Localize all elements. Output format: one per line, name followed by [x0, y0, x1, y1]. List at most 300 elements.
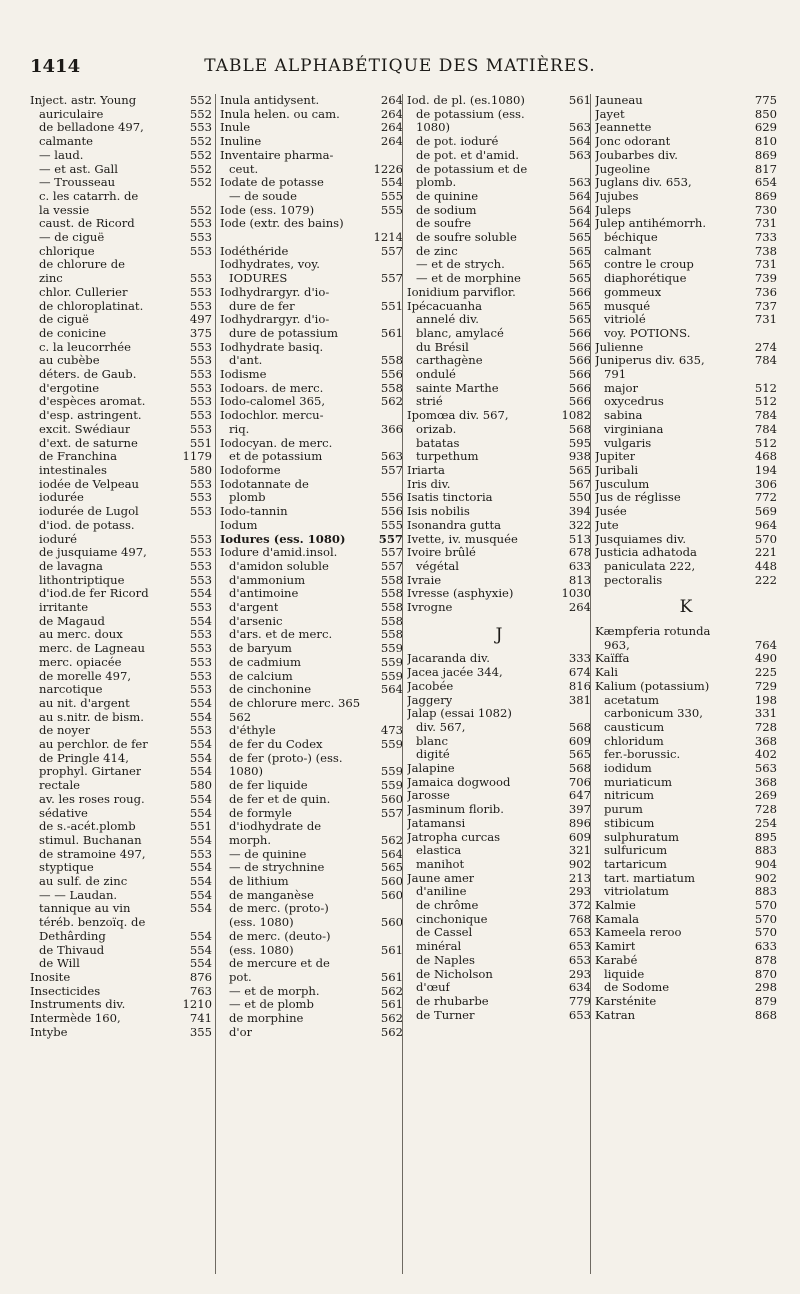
- entry-term: contre le croup: [604, 258, 694, 272]
- entry-page-ref: 552: [189, 135, 212, 149]
- index-entry: [407, 913, 591, 927]
- entry-page-ref: 553: [189, 532, 212, 546]
- entry-page-ref: 554: [189, 957, 212, 971]
- entry-page-ref: 869: [754, 189, 777, 203]
- entry-page-ref: 558: [380, 381, 403, 395]
- entry-page-ref: 556: [380, 368, 403, 382]
- entry-page-ref: [210, 258, 212, 272]
- entry-page-ref: 566: [568, 285, 591, 299]
- entry-page-ref: 552: [189, 107, 212, 121]
- index-entry: [595, 176, 777, 190]
- index-entry: [220, 697, 403, 711]
- index-column-4: [590, 94, 777, 1274]
- index-entry: [595, 341, 777, 355]
- entry-term: Insecticides: [30, 984, 101, 998]
- entry-term: styptique: [39, 861, 94, 875]
- entry-term: de noyer: [39, 724, 91, 738]
- entry-page-ref: 564: [568, 203, 591, 217]
- index-entry: [595, 491, 777, 505]
- entry-term: Jayet: [595, 107, 625, 121]
- entry-page-ref: 553: [189, 409, 212, 423]
- entry-page-ref: 850: [754, 107, 777, 121]
- entry-page-ref: 737: [754, 299, 777, 313]
- entry-page-ref: 553: [189, 354, 212, 368]
- index-entry: [407, 217, 591, 231]
- entry-term: béchique: [604, 231, 658, 245]
- entry-page-ref: 570: [754, 912, 777, 926]
- entry-term: — de soude: [229, 189, 297, 203]
- index-entry: [30, 437, 212, 451]
- entry-page-ref: 817: [754, 162, 777, 176]
- index-entry: [407, 981, 591, 995]
- entry-page-ref: 553: [189, 491, 212, 505]
- entry-page-ref: 557: [380, 244, 403, 258]
- entry-term: vitriolé: [604, 313, 646, 327]
- entry-page-ref: 768: [568, 912, 591, 926]
- entry-page-ref: 553: [189, 217, 212, 231]
- index-entry: [595, 762, 777, 776]
- entry-page-ref: 731: [754, 258, 777, 272]
- entry-term: de soufre: [416, 217, 472, 231]
- index-entry: [220, 258, 403, 272]
- entry-term: major: [604, 381, 639, 395]
- index-entry: [30, 930, 212, 944]
- entry-page-ref: 763: [189, 984, 212, 998]
- index-entry: [595, 694, 777, 708]
- entry-term: de baryum: [229, 642, 292, 656]
- entry-term: de merc. (proto-): [229, 902, 329, 916]
- entry-term: Ionidium parviflor.: [407, 285, 516, 299]
- entry-page-ref: 553: [189, 244, 212, 258]
- entry-term: Iodoars. de merc.: [220, 381, 324, 395]
- entry-page-ref: 553: [189, 422, 212, 436]
- entry-term: (ess. 1080): [229, 943, 294, 957]
- entry-term: muriaticum: [604, 775, 672, 789]
- index-entry: [407, 382, 591, 396]
- entry-page-ref: 553: [189, 683, 212, 697]
- index-entry: [595, 885, 777, 899]
- entry-term: Iodate de potasse: [220, 176, 324, 190]
- entry-term: Jauneau: [595, 94, 643, 107]
- index-entry: [595, 258, 777, 272]
- entry-term: (ess. 1080): [229, 916, 294, 930]
- index-entry: [30, 574, 212, 588]
- entry-term: Ivoire brûlé: [407, 546, 476, 560]
- entry-page-ref: 1082: [561, 409, 591, 423]
- index-entry: [220, 272, 403, 286]
- entry-page-ref: 322: [568, 518, 591, 532]
- entry-page-ref: 553: [189, 559, 212, 573]
- entry-term: Kamirt: [595, 940, 636, 954]
- index-entry: [30, 149, 212, 163]
- entry-page-ref: 551: [189, 820, 212, 834]
- entry-term: d'espèces aromat.: [39, 395, 146, 409]
- entry-page-ref: 775: [754, 94, 777, 107]
- entry-page-ref: 397: [568, 803, 591, 817]
- index-entry: [220, 711, 403, 725]
- index-entry: [407, 858, 591, 872]
- entry-term: Jacobée: [407, 679, 454, 693]
- index-entry: [30, 176, 212, 190]
- entry-page-ref: [775, 327, 777, 341]
- index-entry: [30, 875, 212, 889]
- index-entry: [220, 834, 403, 848]
- entry-page-ref: 896: [568, 816, 591, 830]
- index-entry: [30, 587, 212, 601]
- entry-term: Iodhydrate basiq.: [220, 340, 324, 354]
- index-entry: [220, 957, 403, 971]
- entry-term: Kameela reroo: [595, 926, 682, 940]
- index-entry: [220, 245, 403, 259]
- entry-page-ref: 580: [189, 463, 212, 477]
- index-entry: [595, 652, 777, 666]
- entry-term: — de ciguë: [39, 231, 105, 245]
- index-entry: [220, 779, 403, 793]
- entry-page-ref: 633: [754, 940, 777, 954]
- entry-page-ref: 568: [568, 720, 591, 734]
- entry-page-ref: 559: [380, 669, 403, 683]
- page-title: TABLE ALPHABÉTIQUE DES MATIÈRES.: [204, 56, 596, 76]
- entry-page-ref: 902: [754, 871, 777, 885]
- entry-term: végétal: [416, 559, 459, 573]
- entry-page-ref: 221: [754, 546, 777, 560]
- index-entry: [30, 272, 212, 286]
- entry-page-ref: 784: [754, 409, 777, 423]
- index-entry: [220, 533, 403, 547]
- index-entry: [30, 971, 212, 985]
- entry-term: téréb. benzoïq. de: [39, 916, 146, 930]
- entry-term: chloridum: [604, 734, 664, 748]
- index-entry: [220, 642, 403, 656]
- index-entry: [220, 752, 403, 766]
- entry-term: caust. de Ricord: [39, 217, 135, 231]
- entry-page-ref: 609: [568, 830, 591, 844]
- index-entry: [220, 848, 403, 862]
- index-entry: [407, 505, 591, 519]
- entry-page-ref: 564: [380, 847, 403, 861]
- entry-term: Jujubes: [595, 189, 639, 203]
- index-entry: [220, 341, 403, 355]
- entry-page-ref: 554: [189, 806, 212, 820]
- entry-term: de lavagna: [39, 559, 103, 573]
- index-entry: [407, 831, 591, 845]
- entry-page-ref: 566: [568, 354, 591, 368]
- entry-term: paniculata 222,: [604, 559, 696, 573]
- entry-page-ref: 565: [568, 463, 591, 477]
- index-entry: [220, 998, 403, 1012]
- entry-term: d'or: [229, 1025, 253, 1039]
- entry-page-ref: 562: [380, 833, 403, 847]
- index-entry: [595, 382, 777, 396]
- entry-term: Iris div.: [407, 477, 451, 491]
- index-entry: [407, 190, 591, 204]
- entry-term: tannique au vin: [39, 902, 131, 916]
- index-entry: [595, 108, 777, 122]
- entry-page-ref: 554: [189, 888, 212, 902]
- entry-term: Inject. astr. Young: [30, 94, 137, 107]
- entry-page-ref: [210, 519, 212, 533]
- entry-page-ref: 554: [189, 792, 212, 806]
- entry-page-ref: 567: [568, 477, 591, 491]
- index-entry: [595, 94, 777, 108]
- index-entry: [220, 163, 403, 177]
- section-letter: J: [495, 624, 503, 645]
- entry-page-ref: 194: [754, 463, 777, 477]
- entry-term: Jusculum: [595, 477, 650, 491]
- index-entry: [220, 327, 403, 341]
- entry-page-ref: 730: [754, 203, 777, 217]
- entry-page-ref: 269: [754, 789, 777, 803]
- entry-term: — laud.: [39, 148, 84, 162]
- index-entry: [220, 491, 403, 505]
- entry-page-ref: 264: [380, 107, 403, 121]
- entry-term: Iode (ess. 1079): [220, 203, 315, 217]
- entry-page-ref: 254: [754, 816, 777, 830]
- entry-page-ref: 868: [754, 1008, 777, 1022]
- entry-term: Iodure d'amid.insol.: [220, 546, 338, 560]
- entry-page-ref: 653: [568, 953, 591, 967]
- entry-page-ref: [775, 368, 777, 382]
- entry-page-ref: [210, 916, 212, 930]
- entry-term: Jalap (essai 1082): [407, 707, 512, 721]
- index-entry: [220, 861, 403, 875]
- index-entry: [220, 683, 403, 697]
- entry-term: d'iodhydrate de: [229, 820, 322, 834]
- entry-term: riq.: [229, 422, 250, 436]
- entry-page-ref: 1030: [561, 587, 591, 601]
- entry-term: plomb: [229, 491, 266, 505]
- entry-page-ref: 552: [189, 176, 212, 190]
- index-entry: [595, 272, 777, 286]
- entry-term: de Turner: [416, 1008, 475, 1022]
- entry-term: Iode (extr. des bains): [220, 217, 344, 231]
- entry-term: Kali: [595, 666, 618, 680]
- entry-term: Joubarbes div.: [595, 148, 678, 162]
- index-entry: [595, 844, 777, 858]
- entry-term: oxycedrus: [604, 395, 664, 409]
- index-column-2: [215, 94, 403, 1274]
- entry-page-ref: 816: [568, 679, 591, 693]
- index-entry: [407, 652, 591, 666]
- index-entry: [407, 341, 591, 355]
- index-entry: [595, 913, 777, 927]
- index-entry: [30, 779, 212, 793]
- entry-term: Kaïffa: [595, 652, 630, 666]
- entry-page-ref: 550: [568, 491, 591, 505]
- index-entry: [407, 546, 591, 560]
- entry-term: Iodures (ess. 1080): [220, 532, 346, 546]
- entry-term: Ivresse (asphyxie): [407, 587, 514, 601]
- entry-page-ref: 564: [568, 217, 591, 231]
- entry-page-ref: 366: [380, 422, 403, 436]
- entry-term: au nit. d'argent: [39, 696, 130, 710]
- index-entry: [30, 354, 212, 368]
- entry-page-ref: 674: [568, 666, 591, 680]
- entry-term: fer.-borussic.: [604, 748, 681, 762]
- entry-page-ref: 554: [189, 696, 212, 710]
- entry-term: de conicine: [39, 326, 107, 340]
- entry-page-ref: 553: [189, 847, 212, 861]
- index-entry: [30, 998, 212, 1012]
- entry-term: de soufre soluble: [416, 231, 517, 245]
- entry-term: Kalium (potassium): [595, 679, 710, 693]
- index-entry: [595, 560, 777, 574]
- entry-term: stibicum: [604, 816, 655, 830]
- index-entry: [30, 670, 212, 684]
- entry-page-ref: 562: [380, 1012, 403, 1026]
- index-entry: [595, 899, 777, 913]
- index-entry: [220, 204, 403, 218]
- entry-page-ref: 468: [754, 450, 777, 464]
- entry-page-ref: 552: [189, 148, 212, 162]
- entry-term: et de potassium: [229, 450, 323, 464]
- index-entry: [407, 954, 591, 968]
- entry-term: ceut.: [229, 162, 259, 176]
- entry-page-ref: 558: [380, 587, 403, 601]
- entry-page-ref: 565: [568, 258, 591, 272]
- entry-term: Jatamansi: [407, 816, 466, 830]
- index-entry: [220, 300, 403, 314]
- entry-page-ref: 448: [754, 559, 777, 573]
- index-entry: [407, 231, 591, 245]
- entry-page-ref: 647: [568, 789, 591, 803]
- index-entry: [220, 149, 403, 163]
- index-entry: [595, 327, 777, 341]
- index-entry: [407, 587, 591, 601]
- entry-page-ref: 553: [189, 231, 212, 245]
- entry-page-ref: 561: [380, 326, 403, 340]
- index-entry: [595, 968, 777, 982]
- entry-term: iodée de Velpeau: [39, 477, 140, 491]
- entry-term: annelé div.: [416, 313, 479, 327]
- index-entry: [595, 437, 777, 451]
- index-entry: [407, 776, 591, 790]
- index-entry: [407, 940, 591, 954]
- entry-page-ref: 490: [754, 652, 777, 666]
- entry-page-ref: 553: [189, 395, 212, 409]
- index-entry: [595, 574, 777, 588]
- index-entry: [407, 423, 591, 437]
- entry-term: — et de morph.: [229, 984, 320, 998]
- index-entry: [595, 313, 777, 327]
- index-entry: [30, 765, 212, 779]
- entry-page-ref: 733: [754, 231, 777, 245]
- entry-page-ref: 634: [568, 981, 591, 995]
- entry-page-ref: 565: [568, 313, 591, 327]
- entry-term: de manganèse: [229, 888, 314, 902]
- index-entry: [407, 721, 591, 735]
- entry-page-ref: 706: [568, 775, 591, 789]
- entry-term: Iodocyan. de merc.: [220, 436, 333, 450]
- entry-page-ref: 566: [568, 395, 591, 409]
- index-entry: [595, 231, 777, 245]
- entry-term: de quinine: [416, 189, 479, 203]
- index-entry: [30, 94, 212, 108]
- entry-term: Jacaranda div.: [407, 652, 490, 666]
- index-entry: [407, 519, 591, 533]
- entry-page-ref: 736: [754, 285, 777, 299]
- index-entry: [30, 286, 212, 300]
- entry-page-ref: 559: [380, 765, 403, 779]
- entry-term: au sulf. de zinc: [39, 875, 128, 889]
- index-entry: [30, 861, 212, 875]
- index-entry: [30, 711, 212, 725]
- index-entry: [220, 1026, 403, 1040]
- entry-page-ref: 810: [754, 135, 777, 149]
- index-entry: [407, 368, 591, 382]
- entry-page-ref: [775, 625, 777, 639]
- entry-page-ref: 731: [754, 313, 777, 327]
- index-entry: [220, 560, 403, 574]
- entry-term: Iodhydrates, voy.: [220, 258, 320, 272]
- index-entry: [220, 423, 403, 437]
- index-entry: [30, 382, 212, 396]
- entry-page-ref: 557: [378, 532, 403, 546]
- entry-term: de calcium: [229, 669, 293, 683]
- index-entry: [595, 135, 777, 149]
- entry-term: de fer liquide: [229, 779, 308, 793]
- entry-term: Kalmie: [595, 899, 636, 913]
- index-entry: [407, 245, 591, 259]
- index-entry: [30, 190, 212, 204]
- entry-page-ref: 558: [380, 573, 403, 587]
- entry-term: Karabé: [595, 953, 638, 967]
- entry-page-ref: 555: [380, 189, 403, 203]
- entry-term: d'ext. de saturne: [39, 436, 138, 450]
- index-entry: [220, 135, 403, 149]
- entry-page-ref: 879: [754, 995, 777, 1008]
- index-entry: [595, 409, 777, 423]
- index-entry: [220, 930, 403, 944]
- entry-page-ref: 557: [380, 806, 403, 820]
- entry-page-ref: 565: [568, 231, 591, 245]
- entry-term: de morphine: [229, 1012, 304, 1026]
- index-entry: [30, 615, 212, 629]
- entry-term: tartaricum: [604, 857, 667, 871]
- entry-term: Iodotannate de: [220, 477, 309, 491]
- entry-page-ref: 570: [754, 532, 777, 546]
- entry-page-ref: 368: [754, 734, 777, 748]
- entry-term: 1080): [416, 121, 451, 135]
- entry-term: d'iod.de fer Ricord: [39, 587, 149, 601]
- entry-term: — et de plomb: [229, 998, 314, 1012]
- entry-term: Jarosse: [407, 789, 450, 803]
- entry-page-ref: 222: [754, 573, 777, 587]
- index-entry: [30, 135, 212, 149]
- entry-term: Ipécacuanha: [407, 299, 482, 313]
- entry-page-ref: 473: [380, 724, 403, 738]
- entry-page-ref: 558: [380, 614, 403, 628]
- entry-term: orizab.: [416, 422, 457, 436]
- entry-term: blanc: [416, 734, 449, 748]
- index-entry: [30, 957, 212, 971]
- index-entry: [595, 940, 777, 954]
- entry-page-ref: 566: [568, 326, 591, 340]
- entry-term: — de strychnine: [229, 861, 325, 875]
- index-entry: [595, 666, 777, 680]
- index-entry: [595, 954, 777, 968]
- entry-page-ref: 553: [189, 477, 212, 491]
- index-entry: [407, 135, 591, 149]
- index-entry: [30, 327, 212, 341]
- index-entry: [30, 245, 212, 259]
- index-entry: [220, 944, 403, 958]
- index-column-1: [30, 94, 212, 1274]
- entry-page-ref: 553: [189, 573, 212, 587]
- entry-term: calmant: [604, 244, 652, 258]
- index-entry: [407, 149, 591, 163]
- entry-term: causticum: [604, 720, 665, 734]
